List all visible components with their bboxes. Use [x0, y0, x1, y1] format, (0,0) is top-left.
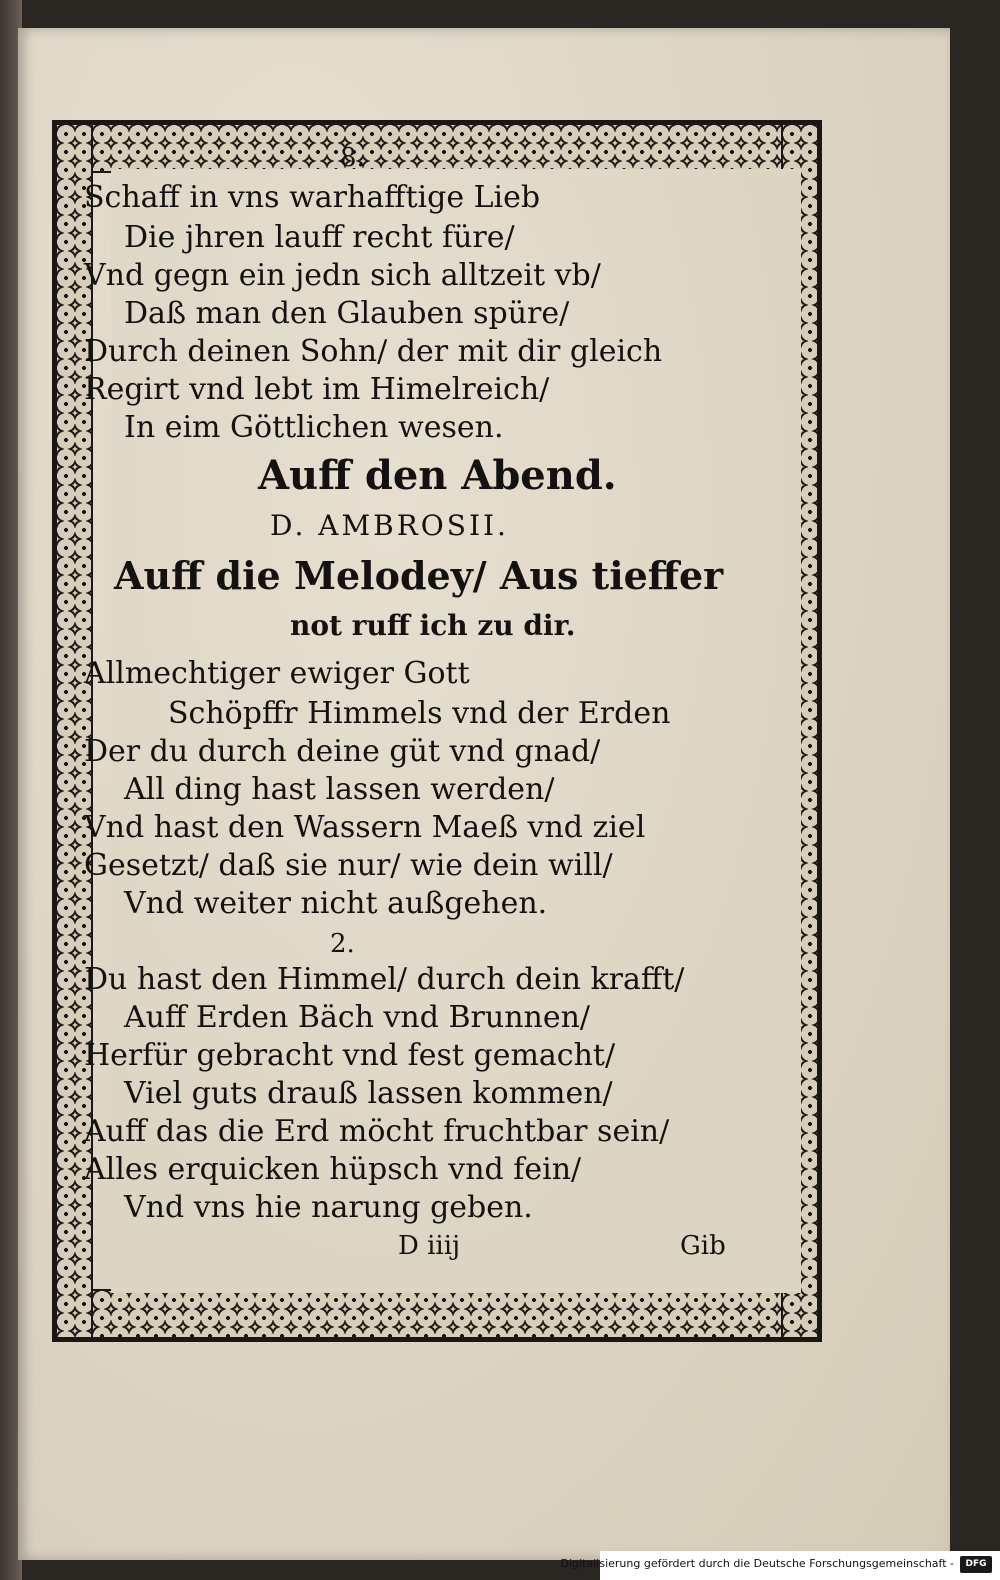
- verse-line: Die jhren lauff recht füre/: [124, 220, 515, 255]
- verse-line: Herfür gebracht vnd fest gemacht/: [84, 1038, 616, 1073]
- verse-number: 8.: [340, 143, 365, 173]
- verse-line: Daß man den Glauben spüre/: [124, 296, 570, 331]
- verse-line: Gesetzt/ daß sie nur/ wie dein will/: [84, 848, 613, 883]
- melody-line: Auff die Melodey/ Aus tieffer: [114, 553, 724, 598]
- signature-mark: D iiij: [398, 1231, 461, 1261]
- verse-line: Regirt vnd lebt im Himelreich/: [84, 372, 550, 407]
- verse-line: Auff das die Erd möcht fruchtbar sein/: [84, 1114, 670, 1149]
- verse-line: Du hast den Himmel/ durch dein krafft/: [84, 962, 685, 997]
- author-line: D. AMBROSII.: [270, 509, 509, 542]
- footer-bar: [560, 1551, 1000, 1580]
- catchword: Gib: [680, 1231, 726, 1261]
- verse-line: Vnd gegn ein jedn sich alltzeit vb/: [84, 258, 601, 293]
- verse-line: Vnd vns hie narung geben.: [124, 1190, 533, 1225]
- section-title: Auff den Abend.: [258, 452, 617, 499]
- verse-line: Der du durch deine güt vnd gnad/: [84, 734, 601, 769]
- ornament-top: [55, 123, 819, 173]
- verse-line: Vnd weiter nicht außgehen.: [124, 886, 548, 921]
- verse-line: Schöpffr Himmels vnd der Erden: [168, 696, 671, 731]
- verse-line: Alles erquicken hüpsch vnd fein/: [84, 1152, 582, 1187]
- ornament-bottom: [55, 1289, 819, 1339]
- verse-line: In eim Göttlichen wesen.: [124, 410, 504, 445]
- verse-line: Vnd hast den Wassern Maeß vnd ziel: [84, 810, 646, 845]
- verse-line: Durch deinen Sohn/ der mit dir gleich: [84, 334, 663, 369]
- verse-line: Viel guts drauß lassen kommen/: [124, 1076, 613, 1111]
- melody-line: not ruff ich zu dir.: [290, 609, 576, 642]
- verse-line: Allmechtiger ewiger Gott: [84, 656, 470, 691]
- dfg-logo: DFG: [960, 1556, 992, 1573]
- verse-line: Schaff in vns warhafftige Lieb: [84, 180, 541, 215]
- verse-number: 2.: [330, 929, 355, 959]
- verse-line: All ding hast lassen werden/: [124, 772, 555, 807]
- verse-line: Auff Erden Bäch vnd Brunnen/: [124, 1000, 591, 1035]
- funding-note: Digitalisierung gefördert durch die Deutsche Forschungsgemeinschaft -: [560, 1557, 954, 1570]
